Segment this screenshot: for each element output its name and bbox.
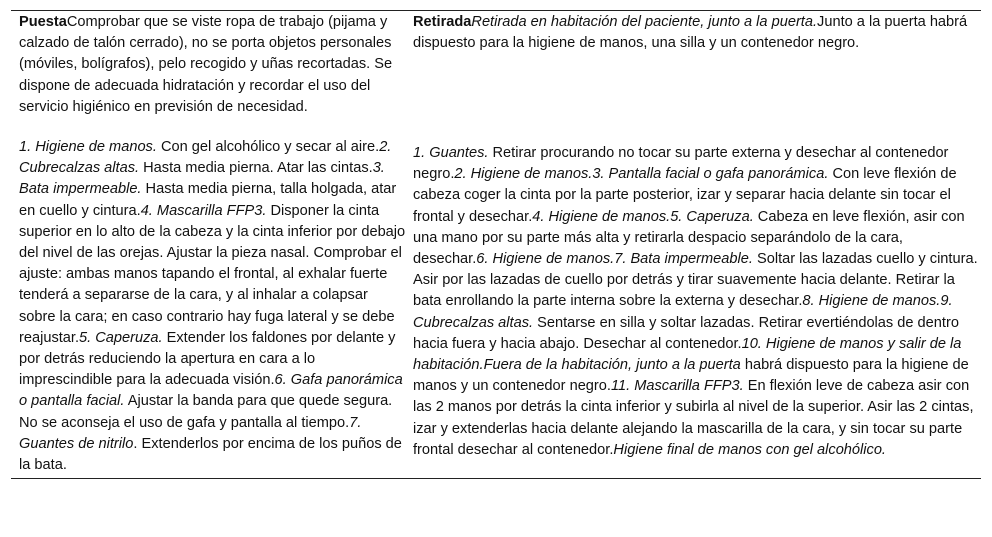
puesta-step-title: 7. Guantes de nitrilo xyxy=(19,414,362,452)
puesta-step-text: Ajustar la banda para que quede segura. No se aconseja el uso de gafa y pantalla al tiempo. xyxy=(19,393,393,431)
puesta-step-title: 2. Cubrecalzas altas. xyxy=(19,139,392,177)
puesta-step-title: 1. Higiene de manos. xyxy=(19,139,157,155)
puesta-step-title: 6. Gafa panorámica o pantalla facial. xyxy=(19,372,403,410)
retirada-step-text: Sentarse en silla y soltar lazadas. Retirar evertiéndolas de dentro hacia fuera y hacia abajo. Desechar al contenedor. xyxy=(413,314,959,352)
retirada-title: Retirada xyxy=(413,14,472,30)
procedure-table xyxy=(11,10,981,479)
puesta-steps-cell xyxy=(11,137,406,478)
retirada-step-title: 7. Bata impermeable. xyxy=(614,251,753,268)
retirada-header-cell xyxy=(406,11,981,137)
table-body-row xyxy=(11,137,981,478)
retirada-step-title: 9. Cubrecalzas altas. xyxy=(413,293,953,331)
retirada-step-title: 11. Mascarilla FFP3. xyxy=(610,378,744,395)
puesta-step-text: . Extenderlos por encima de los puños de la bata. xyxy=(19,435,402,474)
retirada-step-title: 8. Higiene de manos. xyxy=(802,293,941,310)
retirada-step-title: 2. Higiene de manos. xyxy=(454,166,593,183)
puesta-step-text: Con gel alcohólico y secar al aire. xyxy=(156,139,380,155)
retirada-subtitle: Retirada en habitación del paciente, junto a la puerta. xyxy=(471,14,818,30)
puesta-step-title: 3. Bata impermeable. xyxy=(19,160,385,198)
puesta-intro: Comprobar que se viste ropa de trabajo (pijama y calzado de talón cerrado), no se porta objetos personales (móviles, bolígrafos), pelo recogido y uñas recortadas. Se dispone de adecuada hidratación y recordar el uso del servicio higiénico en previsión de necesidad. xyxy=(19,14,393,115)
retirada-step-text: habrá dispuesto para la higiene de manos y un contenedor negro. xyxy=(413,357,969,395)
puesta-step-text: Hasta media pierna. Atar las cintas. xyxy=(139,160,373,177)
puesta-step-title: 5. Caperuza. xyxy=(79,329,163,346)
retirada-step-title: 5. Caperuza. xyxy=(670,208,754,225)
retirada-step-text: Cabeza en leve flexión, asir con una mano por su parte más alta y retirarla despacio separándolo de la cara, desechar. xyxy=(413,208,965,268)
retirada-step-title: 1. Guantes. xyxy=(413,145,489,161)
retirada-step-text: Con leve flexión de cabeza coger la cinta por la parte posterior, izar y separar hacia delante sin tocar el frontal y desechar. xyxy=(413,166,957,225)
retirada-step-title: 3. Pantalla facial o gafa panorámica. xyxy=(592,166,829,183)
table-header-row xyxy=(11,11,981,137)
retirada-step-title: 10. Higiene de manos y salir de la habitación. xyxy=(413,335,962,374)
retirada-step-title: 4. Higiene de manos. xyxy=(532,208,671,225)
retirada-steps-cell xyxy=(406,137,981,478)
retirada-step-title: 6. Higiene de manos. xyxy=(476,251,615,268)
puesta-step-title: 4. Mascarilla FFP3. xyxy=(140,202,267,219)
puesta-step-text: Disponer la cinta superior en lo alto de la cabeza y la cinta inferior por debajo del nivel de las orejas. Ajustar la pieza nasal. Comprobar el ajuste: ambas manos tapando el frontal, al exhalar fuerte tenderá a separarse de la cara, y al inhalar a colapsar sobre la cara; en caso contrario hay fuga lateral y se debe reajustar. xyxy=(19,202,406,346)
retirada-step-text: Soltar las lazadas cuello y cintura. Asir por las lazadas de cuello por detrás y tirar suavemente hacia delante. Retirar la bata enrollando la parte interna sobre la externa y desechar. xyxy=(413,251,978,310)
puesta-title: Puesta xyxy=(19,14,67,30)
retirada-step-title: Fuera de la habitación, junto a la puerta xyxy=(483,357,741,374)
retirada-step-title: Higiene final de manos con gel alcohólico. xyxy=(613,441,886,458)
puesta-header-cell xyxy=(11,11,406,137)
puesta-step-text: Hasta media pierna, talla holgada, atar en cuello y cintura. xyxy=(19,181,397,219)
puesta-step-text: Extender los faldones por delante y por detrás reduciendo la apertura en cara a lo imprescindible para la adecuada visión. xyxy=(19,329,396,389)
retirada-step-text: En flexión leve de cabeza asir con las 2 manos por detrás la cinta inferior y subirla al nivel de la superior. Asir las 2 cintas, izar y extenderlas hacia delante alejando la mascarilla de la cara, y sin tocar su parte frontal desechar al contenedor. xyxy=(413,378,974,458)
retirada-step-text: Retirar procurando no tocar su parte externa y desechar al contenedor negro. xyxy=(413,145,949,183)
retirada-intro: Junto a la puerta habrá dispuesto para la higiene de manos, una silla y un contenedor negro. xyxy=(413,14,968,52)
